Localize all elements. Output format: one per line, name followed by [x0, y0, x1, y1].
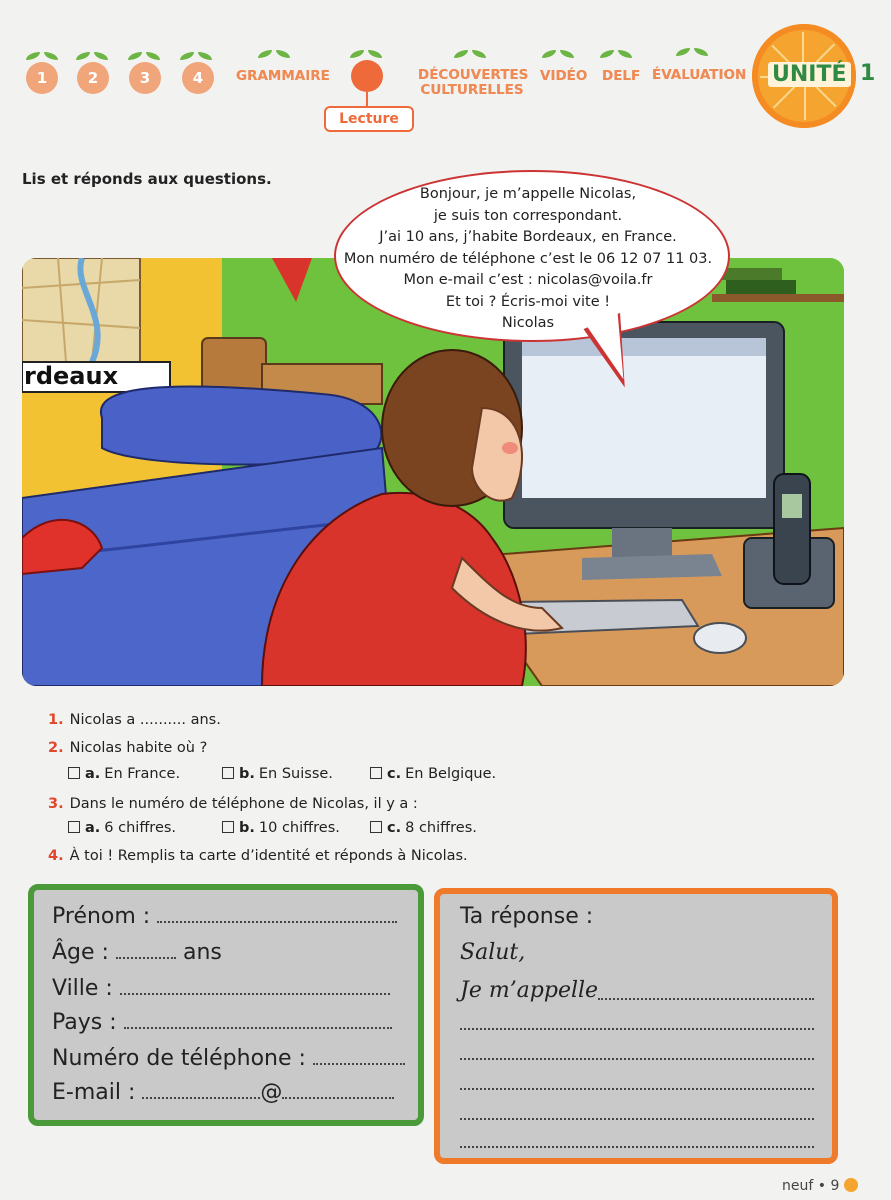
page-separator: •: [817, 1178, 827, 1194]
poster-city-text: rdeaux: [24, 362, 119, 390]
leaf-icon: [146, 52, 160, 60]
field-telephone[interactable]: [52, 1046, 405, 1071]
page-footer: [782, 1178, 858, 1194]
leaf-icon: [94, 52, 108, 60]
option-text: 10 chiffres.: [258, 820, 340, 836]
leaf-icon: [128, 52, 142, 60]
reply-title: Ta réponse :: [460, 904, 594, 929]
question-number: 2.: [48, 740, 64, 756]
question-1: [48, 712, 221, 728]
question-text: Dans le numéro de téléphone de Nicolas, il y a :: [69, 796, 418, 812]
reply-line[interactable]: [460, 1088, 814, 1090]
age-unit: ans: [182, 940, 222, 965]
question-text: Nicolas a .......... ans.: [69, 712, 221, 728]
reply-card: [434, 888, 838, 1164]
nav-delf[interactable]: DELF: [602, 68, 641, 84]
checkbox-icon[interactable]: [370, 821, 382, 833]
option-2a[interactable]: [68, 766, 180, 782]
unit-label: UNITÉ: [768, 62, 851, 87]
reply-name-intro: Je m’appelle: [460, 978, 599, 1003]
leaf-icon: [560, 50, 574, 58]
option-text: En Suisse.: [258, 766, 333, 782]
leaf-icon: [276, 50, 290, 58]
option-letter: c.: [387, 766, 402, 782]
option-letter: a.: [85, 766, 101, 782]
leaf-icon: [198, 52, 212, 60]
nav-item-1[interactable]: 1: [26, 62, 58, 94]
reply-greeting: Salut,: [460, 940, 526, 965]
bubble-line: J’ai 10 ans, j’habite Bordeaux, en France.: [379, 229, 677, 245]
leaf-icon: [542, 50, 556, 58]
field-label: Ville :: [52, 976, 113, 1001]
fill-line[interactable]: [124, 1013, 392, 1029]
nav-item-lecture-dot[interactable]: [351, 60, 383, 92]
leaf-icon: [472, 50, 486, 58]
nav-evaluation[interactable]: ÉVALUATION: [652, 67, 747, 83]
option-letter: b.: [239, 766, 255, 782]
leaf-icon: [44, 52, 58, 60]
nav-item-4[interactable]: 4: [182, 62, 214, 94]
page-number: 9: [830, 1178, 840, 1194]
leaf-icon: [694, 48, 708, 56]
nav-decouvertes-line1: DÉCOUVERTES: [418, 67, 529, 83]
reply-line[interactable]: [460, 1058, 814, 1060]
option-letter: b.: [239, 820, 255, 836]
question-text: À toi ! Remplis ta carte d’identité et réponds à Nicolas.: [69, 848, 468, 864]
leaf-icon: [676, 48, 690, 56]
field-email[interactable]: [52, 1080, 394, 1105]
option-2b[interactable]: [222, 766, 333, 782]
nav-decouvertes-line2: CULTURELLES: [420, 82, 524, 98]
nav-item-3[interactable]: 3: [129, 62, 161, 94]
checkbox-icon[interactable]: [68, 767, 80, 779]
speech-bubble-text: [330, 184, 726, 335]
field-pays[interactable]: [52, 1010, 392, 1035]
checkbox-icon[interactable]: [222, 821, 234, 833]
option-3c[interactable]: [370, 820, 477, 836]
nav-grammaire[interactable]: GRAMMAIRE: [236, 68, 330, 84]
field-label: Pays :: [52, 1010, 117, 1035]
leaf-icon: [258, 50, 272, 58]
leaf-icon: [180, 52, 194, 60]
unit-number: 1: [860, 61, 876, 86]
fill-line[interactable]: [142, 1083, 260, 1099]
leaf-icon: [350, 50, 364, 58]
question-4: [48, 848, 468, 864]
question-3: [48, 796, 418, 812]
checkbox-icon[interactable]: [370, 767, 382, 779]
option-text: 6 chiffres.: [104, 820, 177, 836]
option-3a[interactable]: [68, 820, 176, 836]
field-label: Prénom :: [52, 904, 151, 929]
option-letter: a.: [85, 820, 101, 836]
fill-line[interactable]: [313, 1049, 405, 1065]
leaf-icon: [600, 50, 614, 58]
question-text: Nicolas habite où ?: [69, 740, 208, 756]
fill-line[interactable]: [282, 1083, 394, 1099]
fill-line[interactable]: [157, 907, 397, 923]
checkbox-icon[interactable]: [222, 767, 234, 779]
bubble-line: je suis ton correspondant.: [433, 207, 623, 224]
field-label: Numéro de téléphone :: [52, 1046, 306, 1071]
leaf-icon: [368, 50, 382, 58]
orange-icon: [844, 1178, 858, 1192]
reply-line[interactable]: [460, 1118, 814, 1120]
nav-video[interactable]: VIDÉO: [540, 68, 588, 84]
question-2: [48, 740, 207, 756]
reply-line[interactable]: [460, 1146, 814, 1148]
tab-lecture[interactable]: Lecture: [324, 106, 414, 132]
fill-line[interactable]: [120, 979, 390, 995]
option-text: 8 chiffres.: [405, 820, 477, 836]
field-prenom[interactable]: [52, 904, 397, 929]
reply-line[interactable]: [460, 1028, 814, 1030]
option-letter: c.: [387, 820, 402, 836]
reply-line[interactable]: [598, 998, 814, 1000]
bubble-line: Et toi ? Écris-moi vite !: [445, 293, 611, 310]
at-sign: @: [260, 1080, 283, 1105]
nav-decouvertes-culturelles[interactable]: [418, 67, 529, 98]
nav-item-2[interactable]: 2: [77, 62, 109, 94]
leaf-icon: [618, 50, 632, 58]
option-text: En Belgique.: [405, 766, 497, 782]
bubble-line: Nicolas: [501, 315, 555, 331]
question-number: 1.: [48, 712, 64, 728]
field-ville[interactable]: [52, 976, 390, 1001]
identity-card: [28, 884, 424, 1126]
bubble-line: Mon numéro de téléphone c’est le 06 12 07 11 03.: [343, 250, 713, 267]
field-age[interactable]: [52, 940, 222, 965]
option-2c[interactable]: [370, 766, 496, 782]
question-number: 3.: [48, 796, 64, 812]
option-3b[interactable]: [222, 820, 340, 836]
leaf-icon: [76, 52, 90, 60]
leaf-icon: [26, 52, 40, 60]
page-word: neuf: [782, 1178, 814, 1194]
checkbox-icon[interactable]: [68, 821, 80, 833]
option-text: En France.: [104, 766, 181, 782]
bubble-line: Bonjour, je m’appelle Nicolas,: [419, 186, 637, 202]
field-label: Âge :: [52, 940, 109, 965]
bubble-line: Mon e-mail c’est : nicolas@voila.fr: [403, 272, 653, 288]
exercise-instruction: Lis et réponds aux questions.: [22, 170, 272, 188]
leaf-icon: [454, 50, 468, 58]
fill-line[interactable]: [116, 943, 176, 959]
field-label: E-mail :: [52, 1080, 136, 1105]
question-number: 4.: [48, 848, 64, 864]
